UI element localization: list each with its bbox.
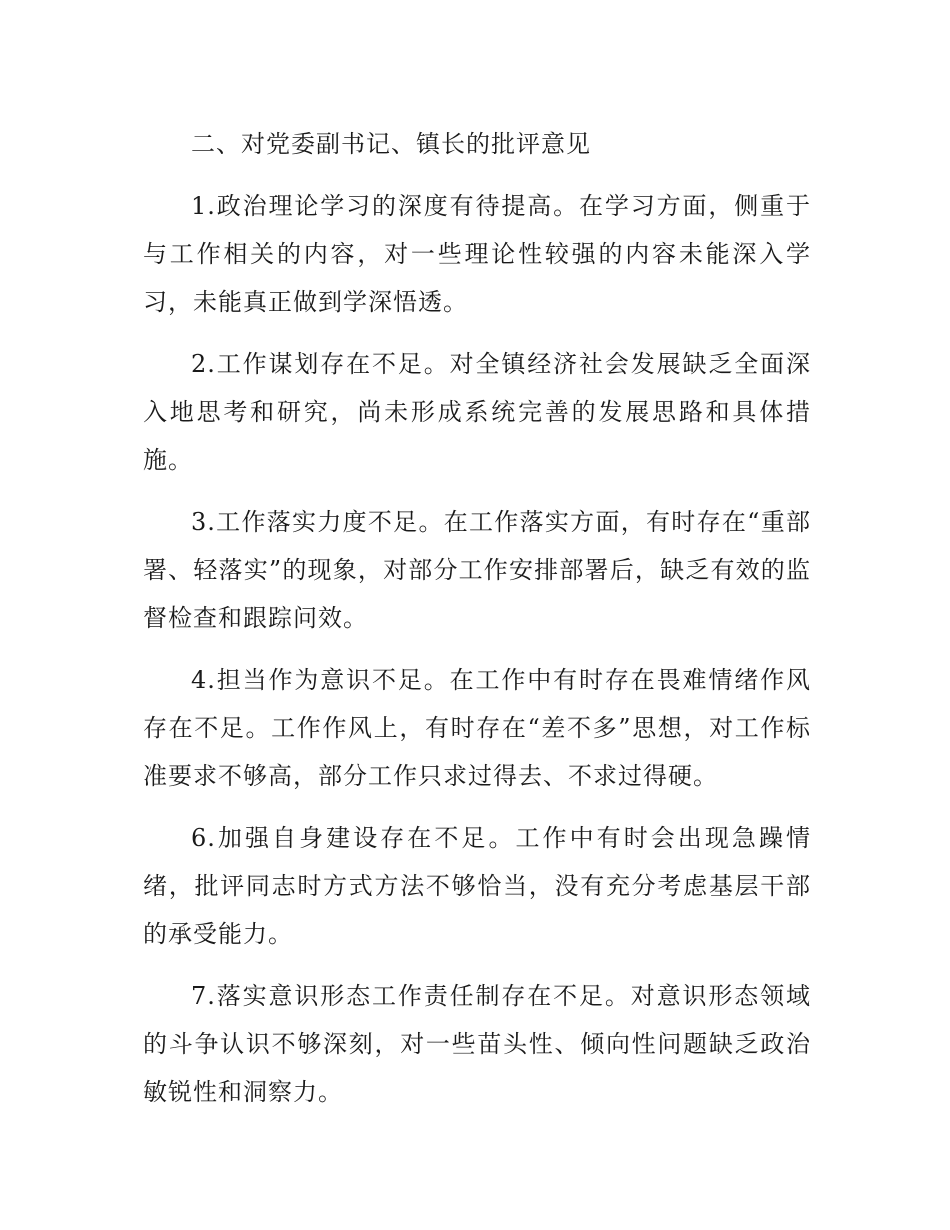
paragraph-4: 4.担当作为意识不足。在工作中有时存在畏难情绪作风存在不足。工作作风上，有时存在“差不多”思想，对工作标准要求不够高，部分工作只求过得去、不求过得硬。 <box>143 666 811 790</box>
paragraph-1: 1.政治理论学习的深度有待提高。在学习方面，侧重于与工作相关的内容，对一些理论性较强的内容未能深入学习，未能真正做到学深悟透。 <box>143 192 811 316</box>
paragraph-6: 6.加强自身建设存在不足。工作中有时会出现急躁情绪，批评同志时方式方法不够恰当，没有充分考虑基层干部的承受能力。 <box>143 824 811 948</box>
section-heading: 二、对党委副书记、镇长的批评意见 <box>191 130 591 158</box>
document-body <box>143 120 811 1130</box>
paragraph-7: 7.落实意识形态工作责任制存在不足。对意识形态领域的斗争认识不够深刻，对一些苗头性、倾向性问题缺乏政治敏锐性和洞察力。 <box>143 982 811 1106</box>
paragraph-3: 3.工作落实力度不足。在工作落实方面，有时存在“重部署、轻落实”的现象，对部分工作安排部署后，缺乏有效的监督检查和跟踪问效。 <box>143 508 811 632</box>
paragraph-2: 2.工作谋划存在不足。对全镇经济社会发展缺乏全面深入地思考和研究，尚未形成系统完善的发展思路和具体措施。 <box>143 350 811 474</box>
